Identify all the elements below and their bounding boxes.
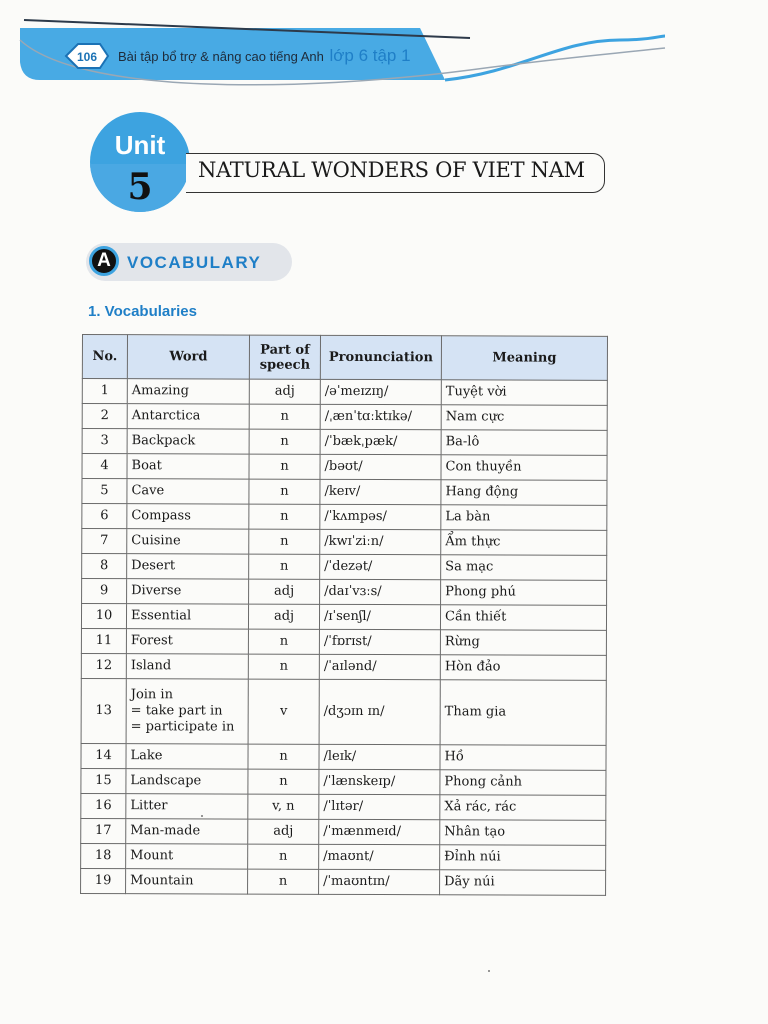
row-part-of-speech: n [248, 744, 319, 769]
row-number: 10 [81, 604, 126, 629]
row-part-of-speech: adj [249, 379, 320, 404]
table-row [81, 868, 606, 895]
row-number: 1 [82, 379, 127, 404]
row-part-of-speech: n [249, 454, 320, 479]
row-part-of-speech: n [249, 554, 320, 579]
row-part-of-speech: v [248, 679, 319, 744]
word-line: Join in [130, 687, 174, 703]
row-pronunciation: /ˌænˈtɑːktɪkə/ [320, 404, 441, 429]
table-row [81, 604, 606, 631]
row-meaning: Hồ [440, 745, 606, 771]
table-row [81, 768, 606, 795]
header-word: Word [127, 335, 249, 379]
table-row [82, 579, 607, 606]
row-number: 9 [82, 579, 127, 604]
row-meaning: Phong phú [441, 580, 607, 606]
row-meaning: Con thuyền [441, 455, 607, 481]
page-header [0, 0, 768, 110]
table-row [81, 678, 606, 745]
row-pronunciation: /keɪv/ [320, 479, 441, 504]
row-pronunciation: /ˈkʌmpəs/ [320, 504, 441, 529]
table-row [81, 793, 606, 820]
row-number: 7 [82, 529, 127, 554]
row-part-of-speech: n [248, 869, 319, 894]
row-pronunciation: /ɪˈsenʃl/ [319, 604, 440, 629]
row-meaning: Dãy núi [440, 870, 606, 896]
row-number: 8 [82, 554, 127, 579]
header-no: No. [82, 335, 127, 379]
row-word [126, 769, 248, 794]
book-title-grade: lớp 6 tập 1 [329, 46, 411, 65]
section-title: VOCABULARY [127, 253, 262, 272]
row-meaning: Tham gia [440, 680, 606, 746]
row-pronunciation: /daɪˈvɜːs/ [320, 579, 441, 604]
row-pronunciation: /bəʊt/ [320, 454, 441, 479]
word-line: Forest [130, 633, 173, 649]
row-pronunciation: /ˈaɪlənd/ [319, 654, 440, 679]
row-word [127, 404, 249, 429]
table-row [82, 479, 607, 506]
row-number: 6 [82, 504, 127, 529]
row-pronunciation: /ˈdezət/ [320, 554, 441, 579]
table-row [81, 628, 606, 655]
row-number: 15 [81, 768, 126, 793]
row-part-of-speech: n [249, 504, 320, 529]
word-line: Diverse [131, 583, 182, 599]
row-word [127, 504, 249, 529]
unit-number: 5 [127, 166, 153, 208]
table-row [82, 554, 607, 581]
row-word [126, 844, 248, 869]
row-meaning: Ba-lô [441, 430, 607, 456]
row-number: 2 [82, 404, 127, 429]
row-word [127, 379, 249, 404]
row-word [126, 604, 248, 629]
table-row [82, 429, 607, 456]
row-word [126, 794, 248, 819]
row-number: 3 [82, 429, 127, 454]
table-header-row [82, 335, 607, 381]
row-meaning: Hòn đảo [440, 655, 606, 681]
row-word [127, 429, 249, 454]
row-part-of-speech: adj [249, 579, 320, 604]
section-letter-badge: A [89, 246, 119, 276]
row-pronunciation: /dʒɔɪn ɪn/ [319, 679, 440, 744]
table-row [82, 529, 607, 556]
row-word [127, 454, 249, 479]
row-meaning: Sa mạc [441, 555, 607, 581]
row-word [126, 679, 248, 744]
table-row [81, 818, 606, 845]
row-number: 12 [81, 653, 126, 678]
row-number: 19 [81, 868, 126, 893]
row-meaning: Xả rác, rác [440, 795, 606, 821]
word-line: Litter [130, 798, 168, 814]
row-pronunciation: /ˈmaʊntɪn/ [319, 869, 440, 894]
row-meaning: Cần thiết [440, 605, 606, 631]
vocabulary-table-body [81, 379, 608, 896]
row-word [126, 629, 248, 654]
word-line: Mount [130, 848, 174, 864]
row-meaning: Tuyệt vời [441, 380, 607, 406]
row-number: 5 [82, 479, 127, 504]
row-pronunciation: /leɪk/ [319, 744, 440, 769]
row-part-of-speech: n [249, 429, 320, 454]
row-part-of-speech: n [248, 844, 319, 869]
row-pronunciation: /ˈfɒrɪst/ [319, 629, 440, 654]
row-number: 11 [81, 628, 126, 653]
row-part-of-speech: n [249, 529, 320, 554]
row-word [127, 579, 249, 604]
table-row [82, 404, 607, 431]
row-pronunciation: /ˈlænskeɪp/ [319, 769, 440, 794]
row-number: 17 [81, 818, 126, 843]
row-pronunciation: /ˈbækˌpæk/ [320, 429, 441, 454]
row-word [126, 654, 248, 679]
row-meaning: La bàn [441, 505, 607, 531]
word-line: Island [130, 658, 172, 674]
row-word [126, 744, 248, 769]
word-line: Amazing [131, 383, 190, 399]
row-part-of-speech: n [249, 479, 320, 504]
row-part-of-speech: adj [248, 604, 319, 629]
row-pronunciation: /ˈmænmeɪd/ [319, 819, 440, 844]
book-title-main: Bài tập bổ trợ & nâng cao tiếng Anh [118, 49, 324, 64]
word-line: Boat [131, 458, 162, 474]
row-part-of-speech: n [248, 769, 319, 794]
row-part-of-speech: v, n [248, 794, 319, 819]
row-word [127, 554, 249, 579]
row-number: 16 [81, 793, 126, 818]
row-part-of-speech: n [248, 629, 319, 654]
unit-label: Unit [114, 130, 166, 160]
row-word [127, 529, 249, 554]
word-line: = take part in [130, 703, 223, 719]
word-line: Landscape [130, 773, 202, 789]
row-meaning: Ẩm thực [441, 530, 607, 556]
table-row [82, 454, 607, 481]
header-meaning: Meaning [441, 336, 607, 381]
word-line: Desert [131, 558, 176, 574]
table-row [82, 504, 607, 531]
row-pronunciation: /maʊnt/ [319, 844, 440, 869]
word-line: Essential [130, 608, 192, 624]
page-number: 106 [76, 50, 98, 64]
table-row [81, 843, 606, 870]
row-meaning: Đỉnh núi [440, 845, 606, 871]
word-line: Compass [131, 508, 191, 524]
vocabulary-table [80, 334, 608, 896]
row-number: 14 [81, 743, 126, 768]
header-pronunciation: Pronunciation [320, 335, 441, 379]
word-line: Antarctica [131, 408, 201, 424]
word-line: Mountain [130, 873, 194, 889]
table-row [81, 653, 606, 680]
row-meaning: Nam cực [441, 405, 607, 431]
row-word [126, 819, 248, 844]
row-part-of-speech: n [249, 404, 320, 429]
word-line: Backpack [131, 433, 196, 449]
row-word [126, 869, 248, 894]
vocabularies-subheading: 1. Vocabularies [88, 303, 197, 320]
row-meaning: Rừng [440, 630, 606, 656]
row-word [127, 479, 249, 504]
word-line: Lake [130, 748, 163, 764]
header-part-of-speech: Part of speech [249, 335, 320, 379]
table-row [81, 743, 606, 770]
row-pronunciation: /əˈmeɪzɪŋ/ [320, 379, 441, 404]
unit-title: NATURAL WONDERS OF VIET NAM [198, 158, 585, 182]
word-line: Cave [131, 483, 165, 499]
book-title [118, 46, 411, 66]
row-pronunciation: /ˈlɪtər/ [319, 794, 440, 819]
row-part-of-speech: adj [248, 819, 319, 844]
row-meaning: Hang động [441, 480, 607, 506]
word-line: Man-made [130, 823, 201, 839]
word-line: = participate in [130, 719, 235, 735]
row-meaning: Nhân tạo [440, 820, 606, 846]
row-meaning: Phong cảnh [440, 770, 606, 796]
row-part-of-speech: n [248, 654, 319, 679]
row-number: 4 [82, 454, 127, 479]
table-row [82, 379, 607, 406]
row-number: 18 [81, 843, 126, 868]
row-number: 13 [81, 678, 126, 743]
word-line: Cuisine [131, 533, 181, 549]
row-pronunciation: /kwɪˈziːn/ [320, 529, 441, 554]
